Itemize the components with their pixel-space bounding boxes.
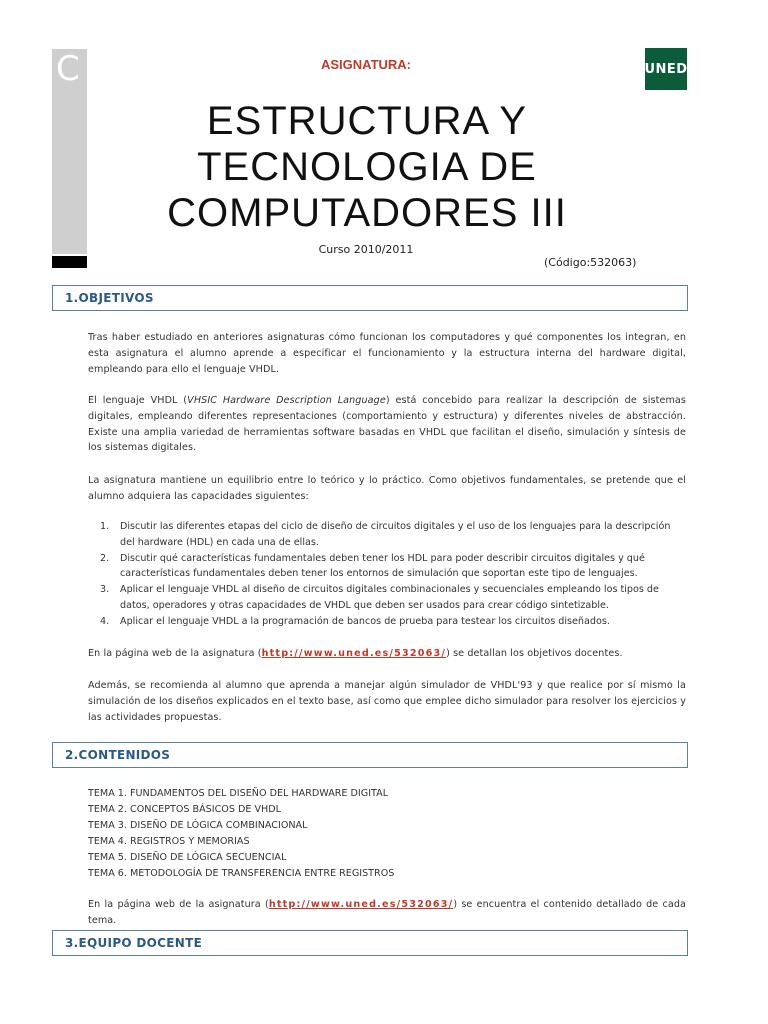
topic-item: TEMA 5. DISEÑO DE LÓGICA SECUENCIAL xyxy=(88,852,287,863)
contenidos-paragraph xyxy=(88,897,686,929)
course-web-link-2[interactable]: http://www.uned.es/532063/ xyxy=(268,899,454,910)
objetivos-paragraph-5: Además, se recomienda al alumno que aprenda a manejar algún simulador de VHDL'93 y que realice por sí mismo la simulación de los diseños explicados en el texto base, así como que emplee dicho simulador para resolver los ejercicios y las actividades propuestas. xyxy=(88,680,686,723)
title-line-3: COMPUTADORES III xyxy=(167,191,567,235)
cont-text-before: En la página web de la asignatura ( xyxy=(88,899,269,910)
list-item xyxy=(88,551,686,583)
section-heading-objetivos: 1.OBJETIVOS xyxy=(52,285,688,311)
list-item-text: Discutir qué características fundamentales deben tener los HDL para poder describir circuitos digitales y qué características fundamentales deben tener los entornos de simulación que soportan este tipo de lenguajes. xyxy=(120,552,645,580)
title-line-1: ESTRUCTURA Y xyxy=(206,99,528,143)
topic-item: TEMA 6. METODOLOGÍA DE TRANSFERENCIA ENTRE REGISTROS xyxy=(88,868,395,879)
uned-logo: UNED xyxy=(645,48,687,90)
p2-text-after: ) está concebido para realizar la descripción de sistemas digitales, empleando diferentes representaciones (comportamiento y estructura) y diferentes niveles de abstracción. Existe una amplia variedad de herramientas software basadas en VHDL que facilitan el diseño, simulación y síntesis de los sistemas digitales. xyxy=(88,395,686,454)
corner-letter: C xyxy=(56,49,80,89)
list-item-number: 3. xyxy=(100,584,110,596)
course-web-link[interactable]: http://www.uned.es/532063/ xyxy=(261,648,447,659)
list-item xyxy=(88,582,686,614)
objetivos-paragraph-1: Tras haber estudiado en anteriores asignaturas cómo funcionan los computadores y qué componentes los integran, en esta asignatura el alumno aprende a especificar el funcionamiento y la estructura interna del hardware digital, empleando para ello el lenguaje VHDL. xyxy=(88,332,686,375)
objectives-list xyxy=(88,519,686,630)
topic-item: TEMA 2. CONCEPTOS BÁSICOS DE VHDL xyxy=(88,804,281,815)
topic-item: TEMA 1. FUNDAMENTOS DEL DISEÑO DEL HARDWARE DIGITAL xyxy=(88,788,389,799)
subject-code: (Código:532063) xyxy=(544,256,637,269)
section-heading-contenidos: 2.CONTENIDOS xyxy=(52,742,688,768)
list-item-number: 1. xyxy=(100,521,110,532)
objetivos-paragraph-2 xyxy=(88,393,686,456)
subject-label: ASIGNATURA: xyxy=(320,57,412,72)
topic-item: TEMA 3. DISEÑO DE LÓGICA COMBINACIONAL xyxy=(88,820,308,831)
list-item-text: Aplicar el lenguaje VHDL al diseño de circuitos digitales combinacionales y secuenciales empleando los tipos de datos, operadores y otras capacidades de VHDL que deben ser usados para crear código sintetizable. xyxy=(120,584,659,611)
list-item-number: 4. xyxy=(100,615,110,627)
title-line-2: TECNOLOGIA DE xyxy=(197,145,537,189)
sidebar-foot-block xyxy=(52,256,87,268)
objetivos-paragraph-4 xyxy=(88,646,686,662)
list-item xyxy=(88,614,686,630)
p2-text-before: El lenguaje VHDL ( xyxy=(88,395,188,406)
section-heading-equipo: 3.EQUIPO DOCENTE xyxy=(52,930,688,956)
course-year: Curso 2010/2011 xyxy=(318,243,414,256)
topics-list xyxy=(88,786,394,882)
list-item-number: 2. xyxy=(100,552,110,564)
cont-text-after: ) se encuentra el contenido detallado de cada tema. xyxy=(88,899,686,926)
objetivos-paragraph-3: La asignatura mantiene un equilibrio entre lo teórico y lo práctico. Como objetivos fundamentales, se pretende que el alumno adquiera las capacidades siguientes: xyxy=(88,475,686,502)
list-item-text: Aplicar el lenguaje VHDL a la programación de bancos de prueba para testear los circuitos diseñados. xyxy=(120,615,610,627)
p4-text-after: ) se detallan los objetivos docentes. xyxy=(446,648,623,659)
topic-item: TEMA 4. REGISTROS Y MEMORIAS xyxy=(88,836,250,847)
page-title xyxy=(92,98,642,236)
p2-italic-term: VHSIC Hardware Description Language xyxy=(187,395,386,406)
p4-text-before: En la página web de la asignatura ( xyxy=(88,648,262,659)
list-item xyxy=(88,519,686,551)
list-item-text: Discutir las diferentes etapas del ciclo de diseño de circuitos digitales y el uso de los lenguajes para la descripción del hardware (HDL) en cada una de ellas. xyxy=(120,521,671,548)
